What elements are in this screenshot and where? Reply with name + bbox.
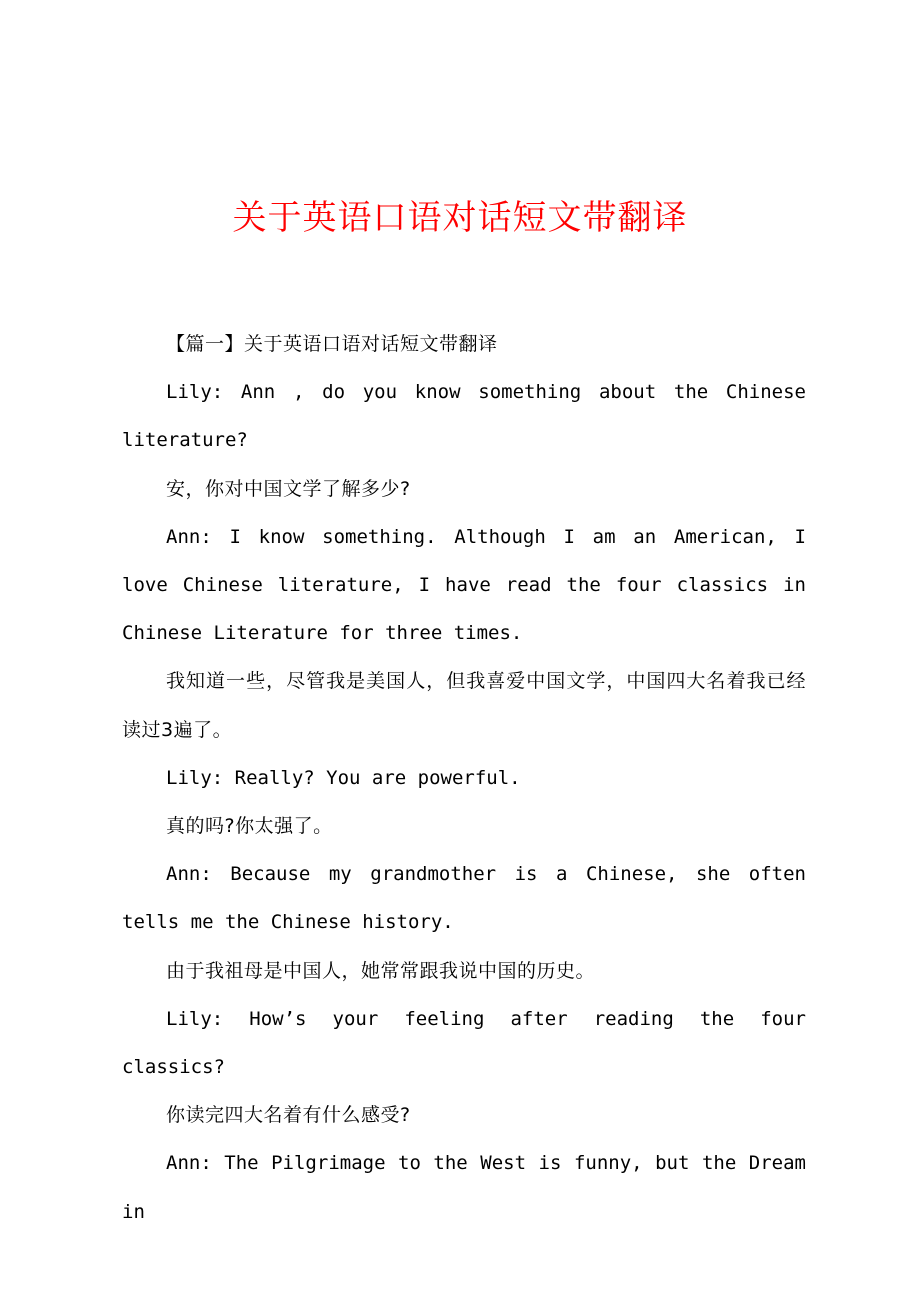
- section-heading: 【篇一】关于英语口语对话短文带翻译: [166, 333, 498, 355]
- dialogue-line-en: Ann: Because my grandmother is a Chinese, she often tells me the Chinese history.: [122, 863, 806, 934]
- dialogue-line-en: Ann: I know something. Although I am an American, I love Chinese literature, I have read the four classics in Chinese Literature for three times.: [122, 525, 806, 645]
- dialogue-line-cn: 你读完四大名着有什么感受?: [166, 1104, 411, 1127]
- dialogue-line-cn: 由于我祖母是中国人，她常常跟我说中国的历史。: [166, 959, 596, 982]
- dialogue-line-en: Lily: How’s your feeling after reading the four classics?: [122, 1007, 806, 1079]
- dialogue-line-en: Lily: Really? You are powerful.: [166, 766, 521, 789]
- dialogue-line-en: Ann: The Pilgrimage to the West is funny, but the Dream in: [122, 1152, 806, 1223]
- dialogue-line-cn: 真的吗?你太强了。: [166, 815, 333, 838]
- dialogue-line-en: Lily: Ann , do you know something about the Chinese literature?: [122, 381, 806, 452]
- dialogue-line-cn: 安，你对中国文学了解多少?: [166, 477, 411, 500]
- dialogue-line-cn: 我知道一些，尽管我是美国人，但我喜爱中国文学，中国四大名着我已经读过3遍了。: [122, 670, 806, 741]
- document-body: [122, 320, 806, 1236]
- document-title: 关于英语口语对话短文带翻译: [232, 198, 688, 238]
